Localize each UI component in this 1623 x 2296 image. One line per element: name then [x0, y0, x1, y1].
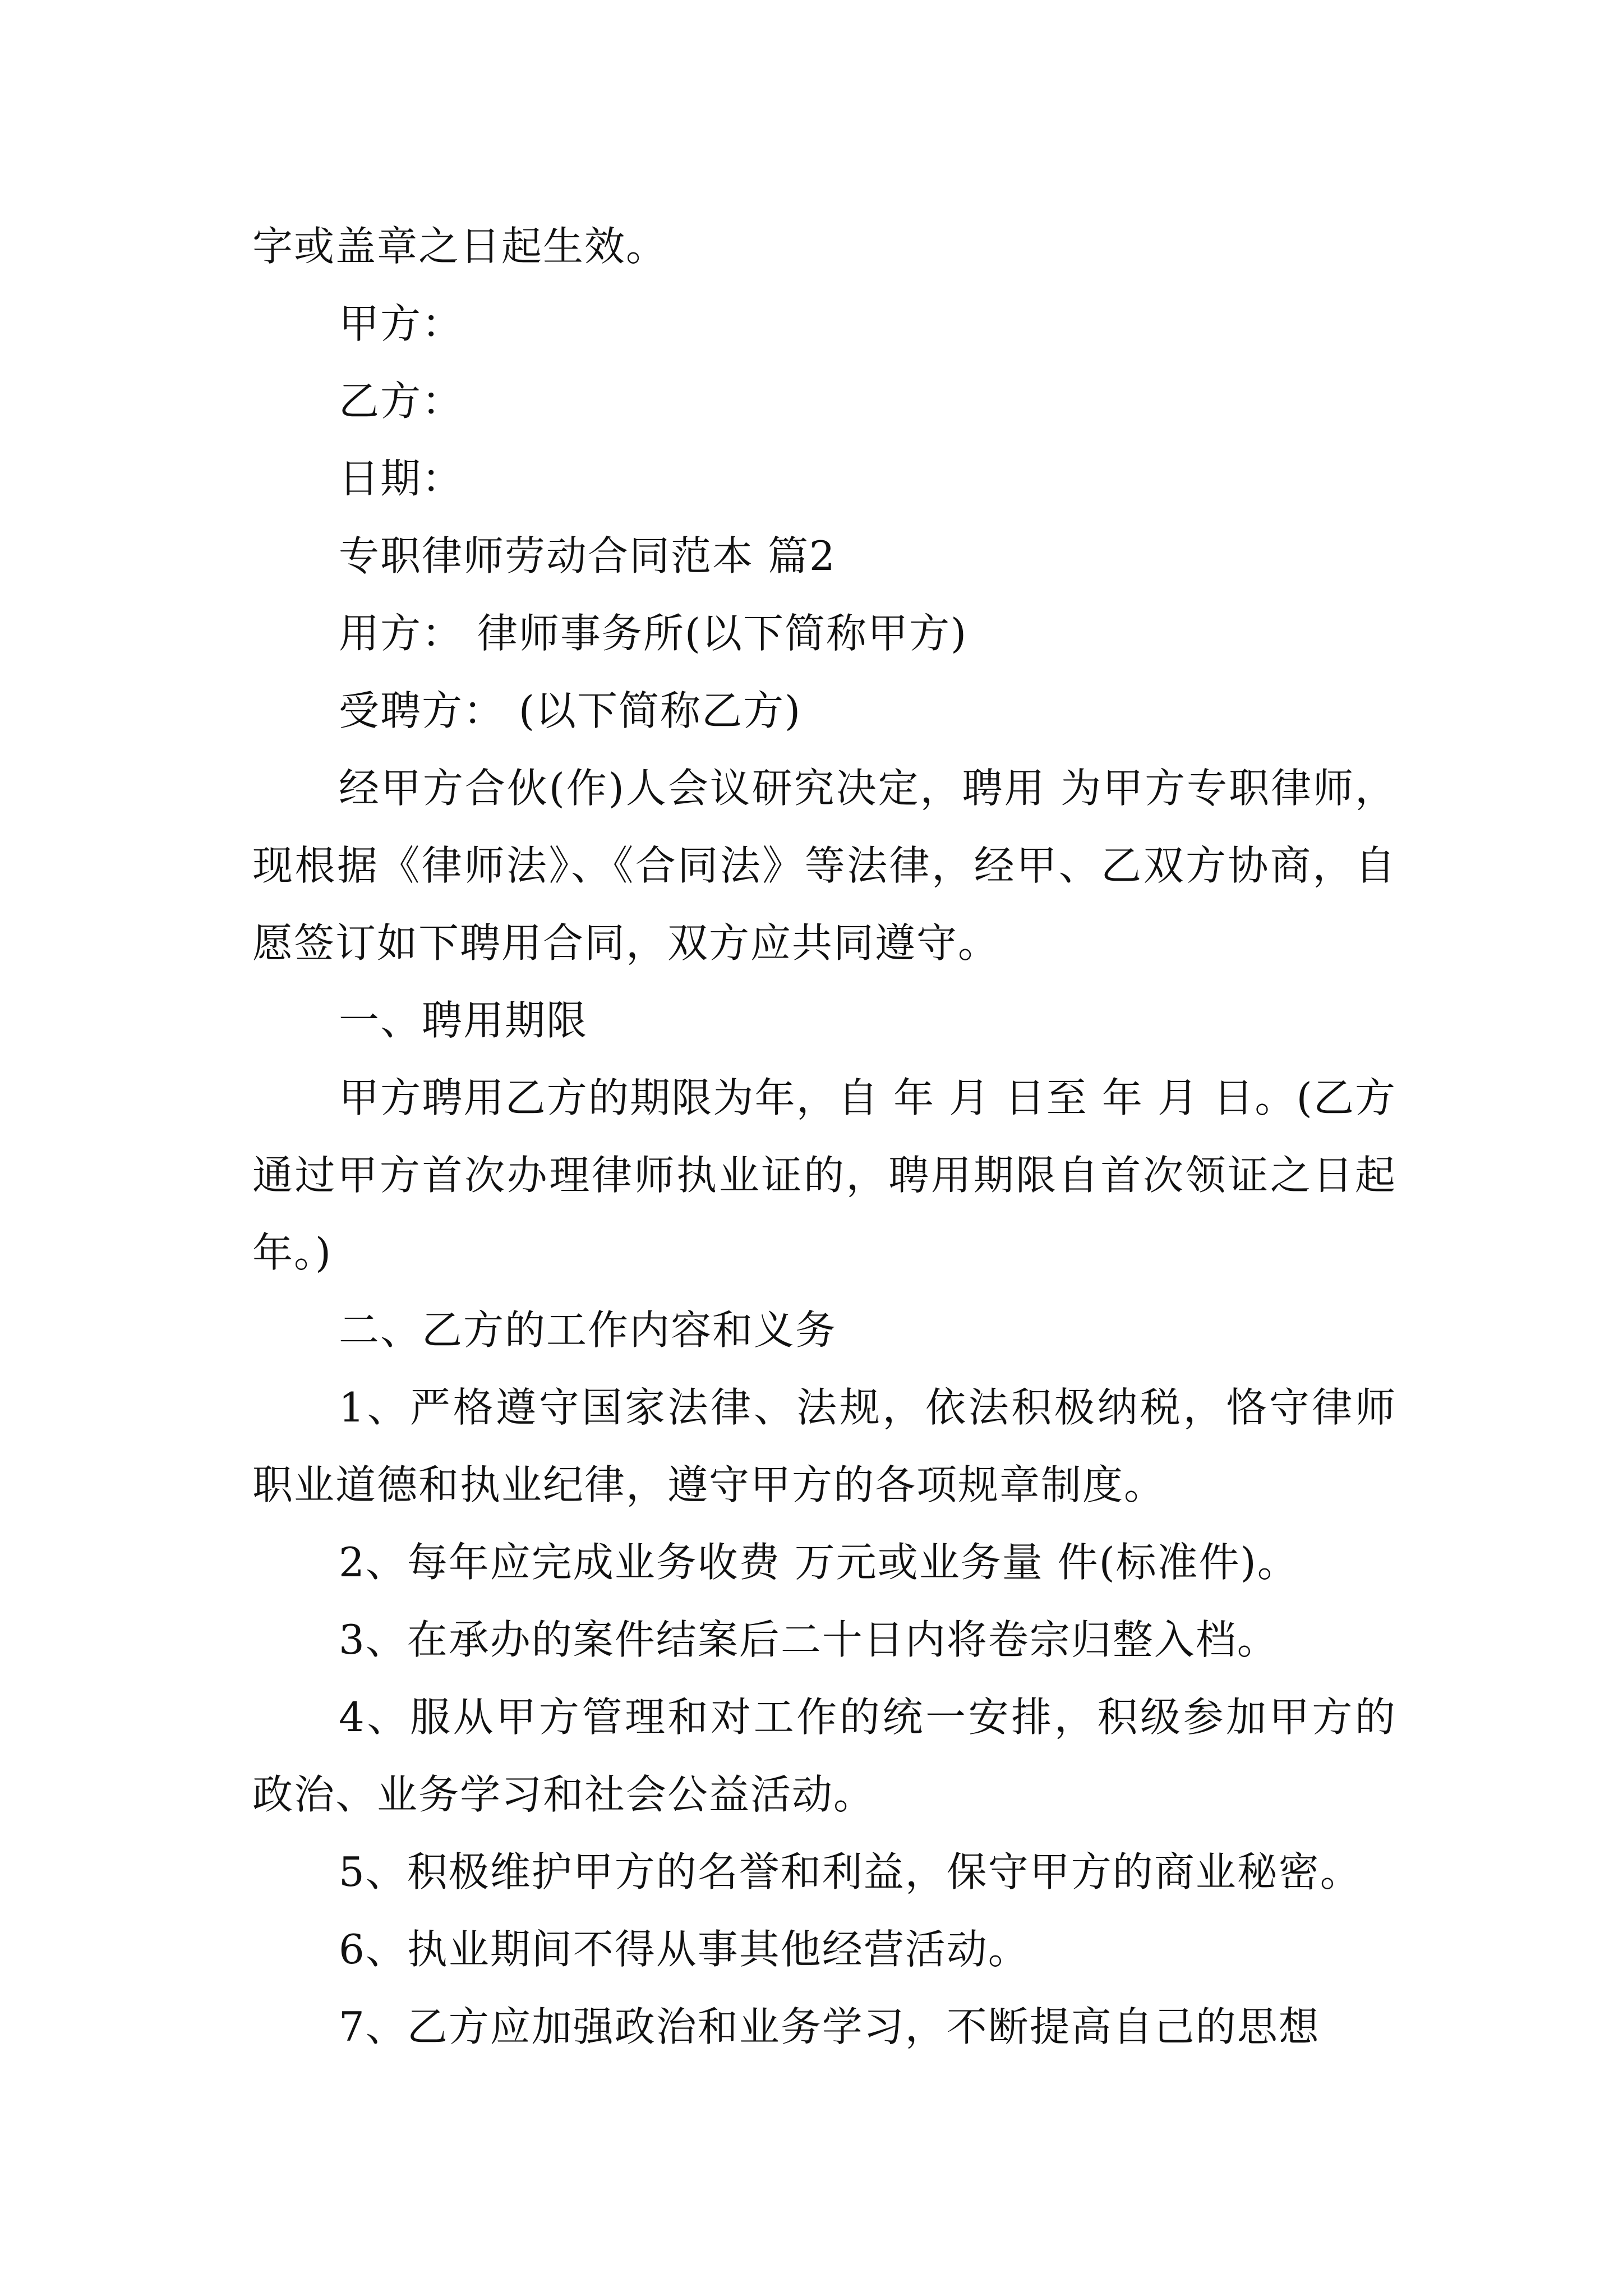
duty-item-6: 6、执业期间不得从事其他经营活动。 — [339, 1926, 1030, 1973]
document-body — [252, 208, 1396, 2065]
party-a-label: 甲方： — [339, 300, 464, 347]
duty-item-2: 2、每年应完成业务收费 万元或业务量 件(标准件)。 — [339, 1539, 1299, 1586]
clause-heading-duties: 二、乙方的工作内容和义务 — [339, 1306, 837, 1354]
duty-item-3: 3、在承办的案件结案后二十日内将卷宗归整入档。 — [339, 1616, 1279, 1663]
duty-item-4: 4、服从甲方管理和对工作的统一安排，积级参加甲方的政治、业务学习和社会公益活动。 — [252, 1694, 1396, 1818]
employee-line: 受聘方： (以下简称乙方) — [339, 687, 802, 734]
date-label: 日期： — [339, 455, 464, 502]
duty-item-5: 5、积极维护甲方的名誉和利益，保守甲方的商业秘密。 — [339, 1848, 1362, 1895]
section-title: 专职律师劳动合同范本 篇2 — [339, 532, 836, 579]
clause-heading-term: 一、聘用期限 — [339, 997, 588, 1044]
duty-item-7: 7、乙方应加强政治和业务学习，不断提高自己的思想 — [339, 2003, 1320, 2050]
term-paragraph: 甲方聘用乙方的期限为年，自 年 月 日至 年 月 日。(乙方通过甲方首次办理律师执业证的，聘用期限自首次领证之日起 年。) — [252, 1074, 1396, 1276]
preamble-paragraph: 经甲方合伙(作)人会议研究决定，聘用 为甲方专职律师，现根据《律师法》、《合同法》等法律，经甲、乙双方协商，自愿签订如下聘用合同，双方应共同遵守。 — [252, 765, 1396, 967]
employer-line: 用方： 律师事务所(以下简称甲方) — [339, 610, 968, 657]
party-b-label: 乙方： — [339, 378, 464, 425]
duty-item-1: 1、严格遵守国家法律、法规，依法积极纳税，恪守律师职业道德和执业纪律，遵守甲方的各项规章制度。 — [252, 1384, 1396, 1508]
paragraph-continuation: 字或盖章之日起生效。 — [252, 223, 668, 270]
